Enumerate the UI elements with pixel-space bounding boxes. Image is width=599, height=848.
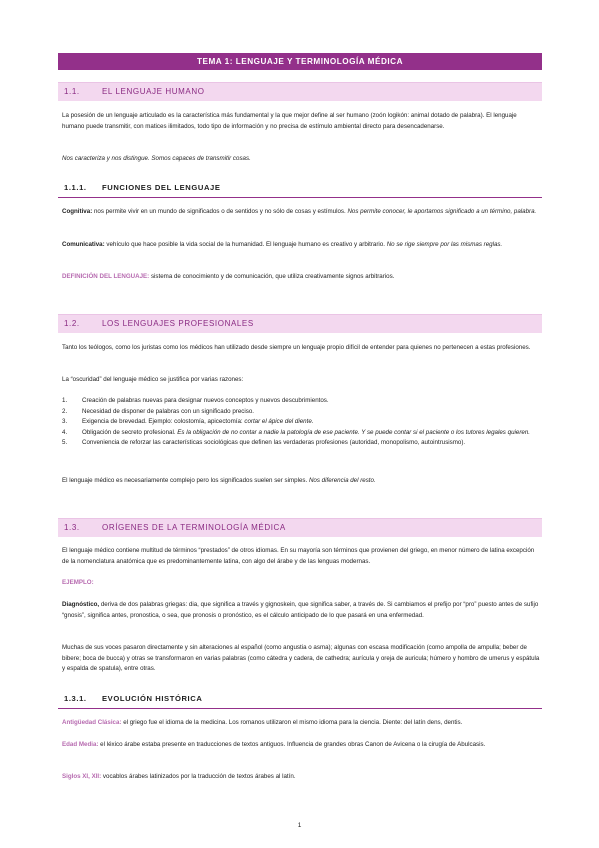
list-text: Exigencia de brevedad. Ejemplo: colostomía, apicectomía: — [82, 418, 245, 425]
list-note: cortar el ápice del diente. — [244, 418, 314, 425]
term-note: Nos permite conocer, le aportamos significado a un término, palabra. — [347, 208, 537, 215]
paragraph-siglos — [62, 772, 540, 783]
paragraph-cognitiva — [62, 207, 540, 218]
term-text: deriva de dos palabras griegas: dia, que significa a través y gignoskein, que significa saber, a través de. Si cambiamos el prefijo por “pro” puesto antes de sufijo “gnosis”, significa antes, pronostica, o sea, que pronosis o pronóstico, es el cálculo anticipado de lo que pasará en una enfermedad. — [62, 601, 539, 619]
list-item — [62, 407, 540, 418]
list-text: Necesidad de disponer de palabras con un significado preciso. — [82, 407, 254, 415]
definition-text: sistema de conocimiento y de comunicación, que utiliza creativamente signos arbitrarios. — [149, 273, 395, 280]
section-title: ORÍGENES DE LA TERMINOLOGÍA MÉDICA — [102, 523, 286, 532]
period-text: el griego fue el idioma de la medicina. Los romanos utilizaron el mismo idioma para la ciencia. Diente: del latín dens, dentis. — [121, 719, 463, 726]
section-title: EL LENGUAJE HUMANO — [102, 87, 205, 96]
list-text: Creación de palabras nuevas para designar nuevos conceptos y nuevos descubrimientos. — [82, 397, 329, 404]
subsection-number: 1.3.1. — [64, 694, 87, 703]
example-label: EJEMPLO: — [62, 579, 94, 586]
term-label: Diagnóstico, — [62, 601, 100, 608]
term-text: vehículo que hace posible la vida social de la humanidad. El lenguaje humano es creativo y arbitrario. — [104, 241, 387, 248]
section-header-lenguaje-humano — [58, 82, 542, 101]
section-title: LOS LENGUAJES PROFESIONALES — [102, 319, 254, 328]
paragraph-edad-media — [62, 740, 540, 751]
paragraph — [62, 476, 540, 487]
subsection-title: FUNCIONES DEL LENGUAJE — [102, 183, 221, 192]
list-number: 3. — [62, 418, 68, 425]
section-header-origenes — [58, 518, 542, 537]
list-number: 1. — [62, 397, 68, 404]
paragraph-definicion — [62, 272, 540, 283]
paragraph-note: Nos diferencia del resto. — [308, 477, 376, 484]
section-number: 1.1. — [64, 87, 80, 96]
list-item — [62, 396, 540, 407]
page-number: 1 — [297, 822, 302, 829]
subsection-header-evolucion — [58, 691, 542, 709]
list-number: 2. — [62, 407, 68, 415]
paragraph: La posesión de un lenguaje articulado es la característica más fundamental y la que mejor define al ser humano (zoón logikón: animal dotado de palabra). El lenguaje humano puede transmitir, con matices ilimitados, todo tipo de información y no precisa de estímulo ambiental directo para desencadenarse. — [62, 112, 517, 130]
list-note: Es la obligación de no contar a nadie la patología de ese paciente. Y se puede contar si el paciente o los tutores legales quieren. — [177, 428, 530, 436]
list-item — [62, 438, 540, 449]
paragraph: La “oscuridad” del lenguaje médico se justifica por varias razones: — [62, 376, 244, 383]
list-text: Obligación de secreto profesional. — [82, 428, 178, 436]
paragraph-italic: Nos caracteriza y nos distingue. Somos capaces de transmitir cosas. — [62, 155, 251, 162]
section-header-lenguajes-profesionales — [58, 314, 542, 333]
list-number: 5. — [62, 439, 68, 446]
subsection-header-funciones — [58, 180, 542, 198]
subsection-number: 1.1.1. — [64, 183, 87, 192]
paragraph: Muchas de sus voces pasaron directamente y sin alteraciones al español (como angustia o asma); algunas con escasa modificación (como ampolla de ampulla; beber de bibere; boca de bucca) y otras se transformaron en varias palabras (como cátedra y cadera, de cathedra; aurícula y oreja de auricula; húmero y hombro de umerus y espátula y espalda de spatula), entre otras. — [62, 644, 540, 672]
definition-label: DEFINICIÓN DEL LENGUAJE: — [62, 273, 150, 280]
list-item — [62, 428, 540, 439]
period-label: Antigüedad Clásica: — [62, 719, 122, 726]
period-text: el léxico árabe estaba presente en traducciones de textos antiguos. Influencia de grandes obras Canon de Avicena o la cirugía de Abulcasis. — [98, 741, 486, 748]
paragraph: Tanto los teólogos, como los juristas como los médicos han utilizado desde siempre un lenguaje propio difícil de entender para quienes no pertenecen a estas profesiones. — [62, 344, 531, 351]
list-item — [62, 417, 540, 428]
reasons-list — [62, 396, 540, 449]
section-number: 1.2. — [64, 319, 80, 328]
section-number: 1.3. — [64, 523, 80, 532]
period-label: Edad Media: — [62, 741, 99, 748]
paragraph-antiguedad — [62, 718, 540, 729]
list-number: 4. — [62, 428, 68, 436]
paragraph-comunicativa — [62, 240, 540, 251]
term-label: Cognitiva: — [62, 208, 93, 215]
period-text: vocablos árabes latinizados por la traducción de textos árabes al latín. — [101, 773, 296, 780]
document-title: TEMA 1: LENGUAJE Y TERMINOLOGÍA MÉDICA — [58, 53, 542, 70]
term-text: nos permite vivir en un mundo de significados o de sentidos y no sólo de cosas y estímulos. — [92, 208, 348, 215]
list-text: Conveniencia de reforzar las características sociológicas que definen las verdaderas profesiones (autoridad, monopolismo, autointrusismo). — [82, 439, 466, 446]
paragraph: El lenguaje médico contiene multitud de términos “prestados” de otros idiomas. En su mayoría son términos que provienen del griego, en menor número de latina excepción de la nomenclatura anatómica que es predominantemente latina, con algo del árabe y de las lenguas modernas. — [62, 547, 535, 565]
term-note: No se rige siempre por las mismas reglas. — [386, 241, 503, 248]
paragraph-diagnostico — [62, 600, 540, 621]
paragraph-text: El lenguaje médico es necesariamente complejo pero los significados suelen ser simples. — [62, 477, 309, 484]
term-label: Comunicativa: — [62, 241, 105, 248]
period-label: Siglos XI, XII: — [62, 773, 102, 780]
subsection-title: EVOLUCIÓN HISTÓRICA — [102, 694, 203, 703]
